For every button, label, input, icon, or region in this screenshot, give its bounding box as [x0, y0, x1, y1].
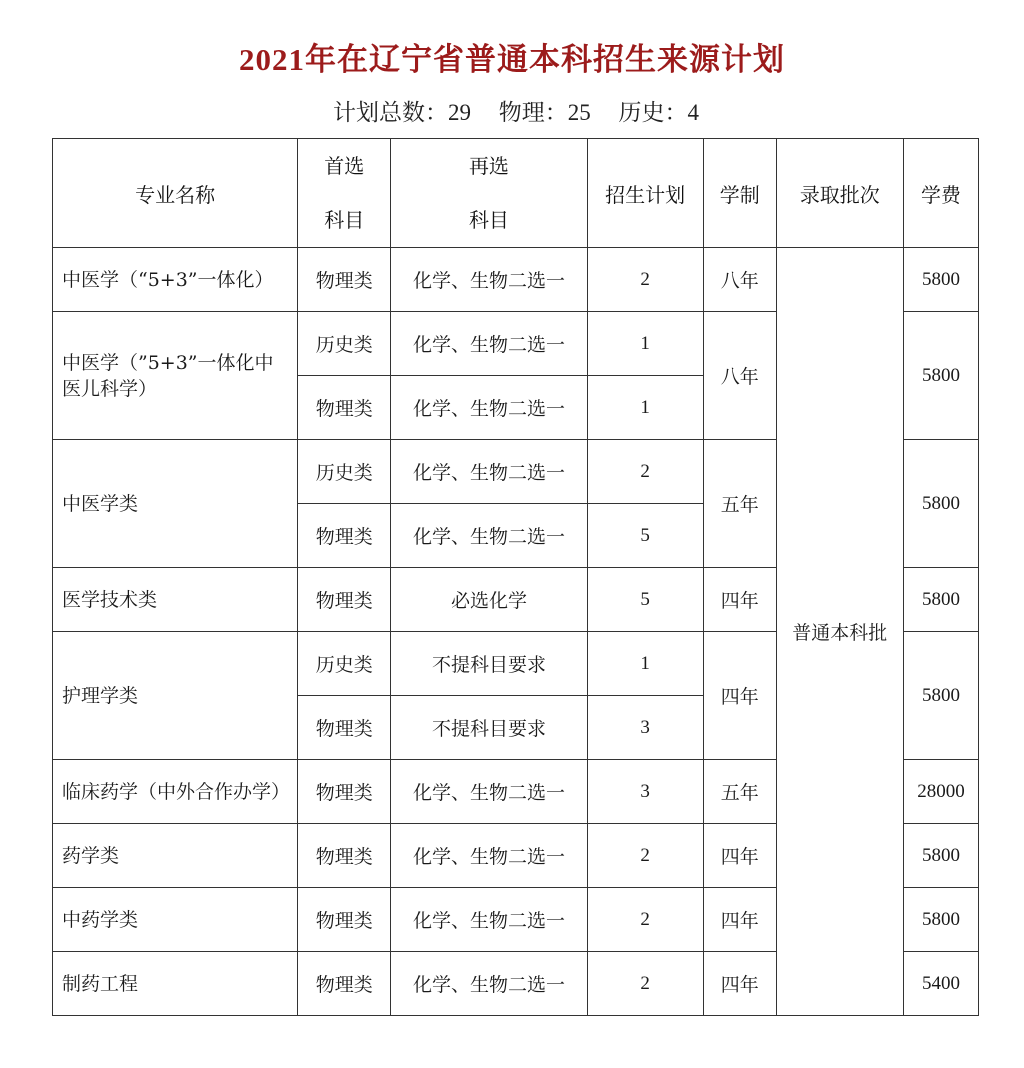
fee-cell: 5800: [903, 440, 978, 568]
duration-cell: 五年: [703, 440, 776, 568]
plan-cell: 1: [587, 632, 703, 696]
plan-cell: 2: [587, 824, 703, 888]
first-subject-cell: 物理类: [298, 248, 391, 312]
fee-cell: 5800: [903, 312, 978, 440]
duration-cell: 四年: [703, 888, 776, 952]
first-subject-cell: 物理类: [298, 376, 391, 440]
plan-cell: 2: [587, 952, 703, 1016]
second-subject-cell: 必选化学: [391, 568, 587, 632]
fee-cell: 5800: [903, 888, 978, 952]
first-subject-cell: 物理类: [298, 696, 391, 760]
plan-cell: 5: [587, 568, 703, 632]
header-second-line2: 科目: [468, 208, 509, 232]
physics-value: 25: [567, 100, 591, 125]
major-cell: 临床药学（中外合作办学）: [53, 760, 298, 824]
plan-cell: 2: [587, 248, 703, 312]
plan-cell: 1: [587, 312, 703, 376]
duration-cell: 八年: [703, 312, 776, 440]
second-subject-cell: 化学、生物二选一: [391, 952, 587, 1016]
second-subject-cell: 化学、生物二选一: [391, 248, 587, 312]
major-cell: 中医学（“5+3”一体化）: [53, 248, 298, 312]
plan-cell: 2: [587, 888, 703, 952]
header-batch: 录取批次: [776, 139, 903, 248]
fee-cell: 28000: [903, 760, 978, 824]
major-cell: 护理学类: [53, 632, 298, 760]
total-label: 计划总数：: [333, 100, 448, 125]
duration-cell: 四年: [703, 824, 776, 888]
batch-cell: 普通本科批: [776, 248, 903, 1016]
second-subject-cell: 化学、生物二选一: [391, 824, 587, 888]
plan-cell: 5: [587, 504, 703, 568]
first-subject-cell: 物理类: [298, 504, 391, 568]
second-subject-cell: 化学、生物二选一: [391, 440, 587, 504]
duration-cell: 四年: [703, 568, 776, 632]
second-subject-cell: 不提科目要求: [391, 696, 587, 760]
enrollment-plan-table: [52, 138, 979, 1016]
header-plan: 招生计划: [587, 139, 703, 248]
header-first-line1: 首选: [324, 154, 365, 178]
plan-summary: [0, 94, 1024, 127]
fee-cell: 5400: [903, 952, 978, 1016]
first-subject-cell: 历史类: [298, 440, 391, 504]
first-subject-cell: 物理类: [298, 760, 391, 824]
header-first-subject: [298, 139, 391, 248]
major-cell: 中医学类: [53, 440, 298, 568]
total-value: 29: [448, 100, 471, 125]
second-subject-cell: 不提科目要求: [391, 632, 587, 696]
table-row: [53, 248, 979, 312]
second-subject-cell: 化学、生物二选一: [391, 376, 587, 440]
plan-cell: 1: [587, 376, 703, 440]
first-subject-cell: 物理类: [298, 568, 391, 632]
major-cell: 医学技术类: [53, 568, 298, 632]
second-subject-cell: 化学、生物二选一: [391, 504, 587, 568]
header-fee: 学费: [903, 139, 978, 248]
first-subject-cell: 物理类: [298, 952, 391, 1016]
second-subject-cell: 化学、生物二选一: [391, 888, 587, 952]
physics-label: 物理：: [498, 100, 568, 125]
second-subject-cell: 化学、生物二选一: [391, 312, 587, 376]
plan-cell: 3: [587, 696, 703, 760]
duration-cell: 四年: [703, 952, 776, 1016]
second-subject-cell: 化学、生物二选一: [391, 760, 587, 824]
header-second-line1: 再选: [468, 154, 509, 178]
header-major: 专业名称: [53, 139, 298, 248]
fee-cell: 5800: [903, 568, 978, 632]
plan-cell: 3: [587, 760, 703, 824]
first-subject-cell: 历史类: [298, 312, 391, 376]
history-value: 4: [687, 100, 699, 125]
first-subject-cell: 历史类: [298, 632, 391, 696]
first-subject-cell: 物理类: [298, 888, 391, 952]
plan-cell: 2: [587, 440, 703, 504]
table-header-row: [53, 139, 979, 248]
duration-cell: 四年: [703, 632, 776, 760]
fee-cell: 5800: [903, 248, 978, 312]
header-duration: 学制: [703, 139, 776, 248]
page-title: 2021年在辽宁省普通本科招生来源计划: [239, 42, 785, 77]
major-cell: 中药学类: [53, 888, 298, 952]
history-label: 历史：: [618, 100, 688, 125]
duration-cell: 八年: [703, 248, 776, 312]
header-first-line2: 科目: [324, 208, 365, 232]
major-cell: 制药工程: [53, 952, 298, 1016]
first-subject-cell: 物理类: [298, 824, 391, 888]
major-cell: 药学类: [53, 824, 298, 888]
fee-cell: 5800: [903, 632, 978, 760]
major-cell: 中医学（”5+3”一体化中医儿科学）: [53, 312, 298, 440]
duration-cell: 五年: [703, 760, 776, 824]
fee-cell: 5800: [903, 824, 978, 888]
header-second-subject: [391, 139, 587, 248]
